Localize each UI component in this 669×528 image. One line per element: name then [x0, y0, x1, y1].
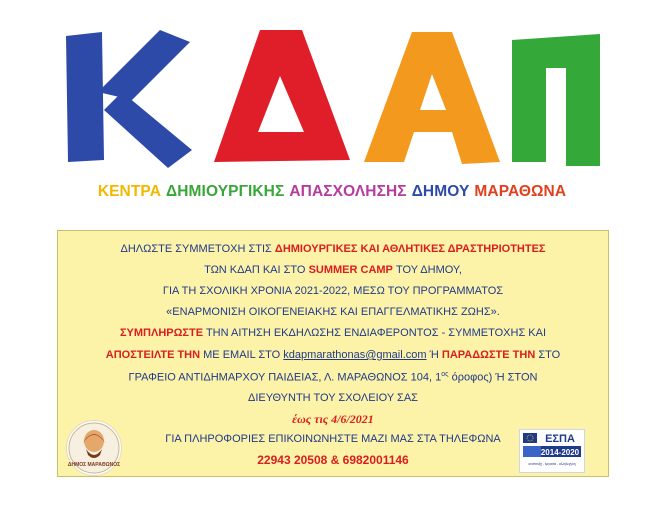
espa-emblem-icon	[520, 430, 584, 472]
email-link[interactable]: kdapmarathonas@gmail.com	[283, 349, 427, 361]
l2a: ΤΩΝ ΚΔΑΠ ΚΑΙ ΣΤΟ	[204, 264, 306, 276]
subtitle-word-4: ΔΗΜΟΥ	[411, 183, 470, 200]
l6b: ΜΕ EMAIL ΣΤΟ	[203, 349, 281, 361]
l7a: ΓΡΑΦΕΙΟ ΑΝΤΙΔΗΜΑΡΧΟΥ ΠΑΙΔΕΙΑΣ, Λ. ΜΑΡΑΘΩΝΟΣ 104, 1	[128, 371, 442, 384]
notice-line-4: «ΕΝΑΡΜΟΝΙΣΗ ΟΙΚΟΓΕΝΕΙΑΚΗΣ ΚΑΙ ΕΠΑΓΓΕΛΜΑΤΙΚΗΣ ΖΩΗΣ».	[166, 306, 500, 318]
svg-text:ανάπτυξη - εργασία - αλληλεγγύ: ανάπτυξη - εργασία - αλληλεγγύη	[528, 462, 576, 466]
notice-line-10: ΓΙΑ ΠΛΗΡΟΦΟΡΙΕΣ ΕΠΙΚΟΙΝΩΝΗΣΤΕ ΜΑΖΙ ΜΑΣ ΣΤΑ ΤΗΛΕΦΩΝΑ	[165, 433, 501, 445]
logo-letter-k	[66, 30, 192, 168]
notice-line-8: ΔΙΕΥΘΥΝΤΗ ΤΟΥ ΣΧΟΛΕΙΟΥ ΣΑΣ	[248, 392, 418, 404]
logo-letter-pi	[512, 34, 600, 166]
l1a: ΔΗΛΩΣΤΕ ΣΥΜΜΕΤΟΧΗ ΣΤΙΣ	[120, 243, 272, 255]
l6f: ΣΤΟ	[538, 349, 561, 361]
notice-line-5	[58, 327, 608, 339]
summer-camp: SUMMER CAMP	[308, 264, 393, 276]
svg-text:ΔΗΜΟΣ ΜΑΡΑΘΩΝΟΣ: ΔΗΜΟΣ ΜΑΡΑΘΩΝΟΣ	[67, 462, 121, 468]
notice-line-1	[58, 243, 608, 255]
l2c: ΤΟΥ ΔΗΜΟΥ,	[395, 264, 462, 276]
phone-numbers: 22943 20508 & 6982001146	[257, 453, 409, 467]
l1b: ΔΗΜΙΟΥΡΓΙΚΕΣ ΚΑΙ ΑΘΛΗΤΙΚΕΣ ΔΡΑΣΤΗΡΙΟΤΗΤΕΣ	[274, 243, 546, 255]
subtitle-word-2: ΔΗΜΙΟΥΡΓΙΚΗΣ	[166, 183, 285, 200]
municipality-seal	[66, 420, 122, 476]
deadline: έως τις 4/6/2021	[292, 412, 374, 426]
kdap-logo	[52, 22, 612, 172]
l6a: ΑΠΟΣΤΕΙΛΤΕ ΤΗΝ	[105, 349, 201, 361]
subtitle	[0, 183, 669, 201]
svg-text:2014-2020: 2014-2020	[540, 448, 580, 457]
l5b: ΤΗΝ ΑΙΤΗΣΗ ΕΚΔΗΛΩΣΗΣ ΕΝΔΙΑΦΕΡΟΝΤΟΣ - ΣΥΜΜΕΤΟΧΗΣ ΚΑΙ	[205, 327, 547, 339]
l7c: όροφος) Ή ΣΤΟΝ	[451, 371, 538, 384]
logo-letter-delta	[214, 30, 350, 162]
l7b: ος	[441, 371, 449, 378]
notice-line-3: ΓΙΑ ΤΗ ΣΧΟΛΙΚΗ ΧΡΟΝΙΑ 2021-2022, ΜΕΣΩ ΤΟΥ ΠΡΟΓΡΑΜΜΑΤΟΣ	[162, 285, 504, 297]
l5a: ΣΥΜΠΛΗΡΩΣΤΕ	[119, 327, 204, 339]
subtitle-word-1: ΚΕΝΤΡΑ	[97, 183, 162, 200]
notice-line-7	[58, 371, 608, 384]
logo-letter-alpha	[364, 32, 500, 164]
l6d: Ή	[429, 349, 439, 361]
subtitle-word-5: ΜΑΡΑΘΩΝΑ	[474, 183, 567, 200]
l6e: ΠΑΡΑΔΩΣΤΕ ΤΗΝ	[441, 349, 536, 361]
notice-line-2	[58, 264, 608, 276]
seal-emblem-icon	[67, 421, 121, 475]
notice-line-6	[58, 349, 608, 361]
espa-logo	[519, 429, 585, 473]
svg-text:ΕΣΠΑ: ΕΣΠΑ	[545, 433, 575, 445]
subtitle-word-3: ΑΠΑΣΧΟΛΗΣΗΣ	[289, 183, 407, 200]
